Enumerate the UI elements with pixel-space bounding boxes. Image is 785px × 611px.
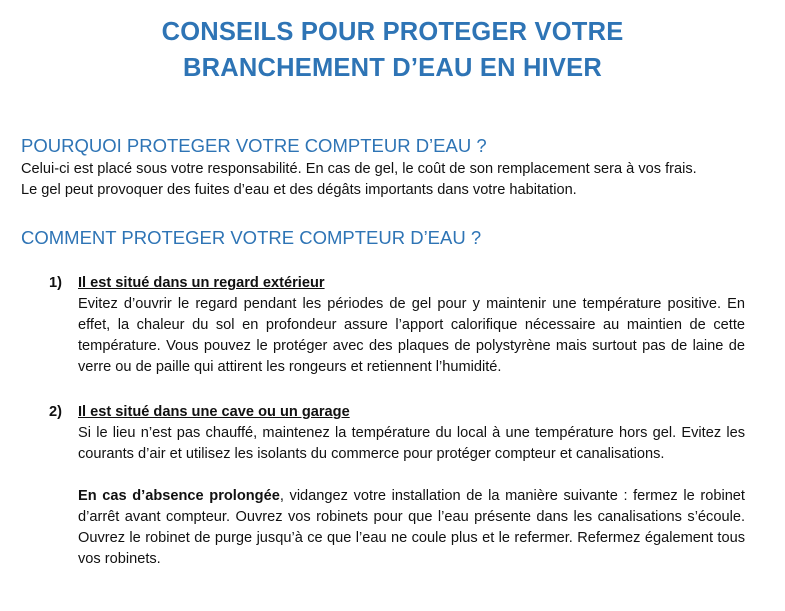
list-item-text	[78, 423, 745, 570]
list-item-number: 1)	[49, 275, 62, 291]
why-paragraph-line-2: Le gel peut provoquer des fuites d’eau et des dégâts importants dans votre habitation.	[21, 182, 577, 198]
outdoor-paragraph: Evitez d’ouvrir le regard pendant les périodes de gel pour y maintenir une température positive. En effet, la chaleur du sol en profondeur assure l’apport calorifique nécessaire au maintien de cette température. Vous pouvez le protéger avec des plaques de polystyrène mais surtout pas de laine de verre ou de paille qui attirent les rongeurs et retiennent l’humidité.	[78, 296, 745, 375]
list-item-heading: Il est situé dans une cave ou un garage	[78, 404, 350, 420]
absence-paragraph	[78, 486, 745, 570]
title-line-1: CONSEILS POUR PROTEGER VOTRE	[161, 18, 624, 46]
section-heading-how: COMMENT PROTEGER VOTRE COMPTEUR D’EAU ?	[21, 227, 482, 248]
list-item-number: 2)	[49, 404, 62, 420]
title-line-2: BRANCHEMENT D’EAU EN HIVER	[183, 54, 602, 82]
list-item-text	[78, 294, 745, 378]
page-title	[0, 14, 785, 86]
list-item-heading: Il est situé dans un regard extérieur	[78, 275, 325, 291]
why-paragraph-line-1: Celui-ci est placé sous votre responsabilité. En cas de gel, le coût de son remplacement sera à vos frais.	[21, 161, 697, 177]
cellar-paragraph: Si le lieu n’est pas chauffé, maintenez la température du local à une température hors gel. Evitez les courants d’air et utilisez les isolants du commerce pour protéger compteur et canalisations.	[78, 425, 745, 462]
section-heading-why: POURQUOI PROTEGER VOTRE COMPTEUR D’EAU ?	[21, 135, 487, 156]
absence-bold-label: En cas d’absence prolongée	[78, 488, 280, 504]
absence-text: , vidangez votre installation de la manière suivante : fermez le robinet d’arrêt avant compteur. Ouvrez vos robinets pour que l’eau présente dans les canalisations s’écoule. Ouvrez le robinet de purge jusqu’à ce que l’eau ne coule plus et le refermer. Refermez également tous vos robinets.	[78, 488, 745, 567]
